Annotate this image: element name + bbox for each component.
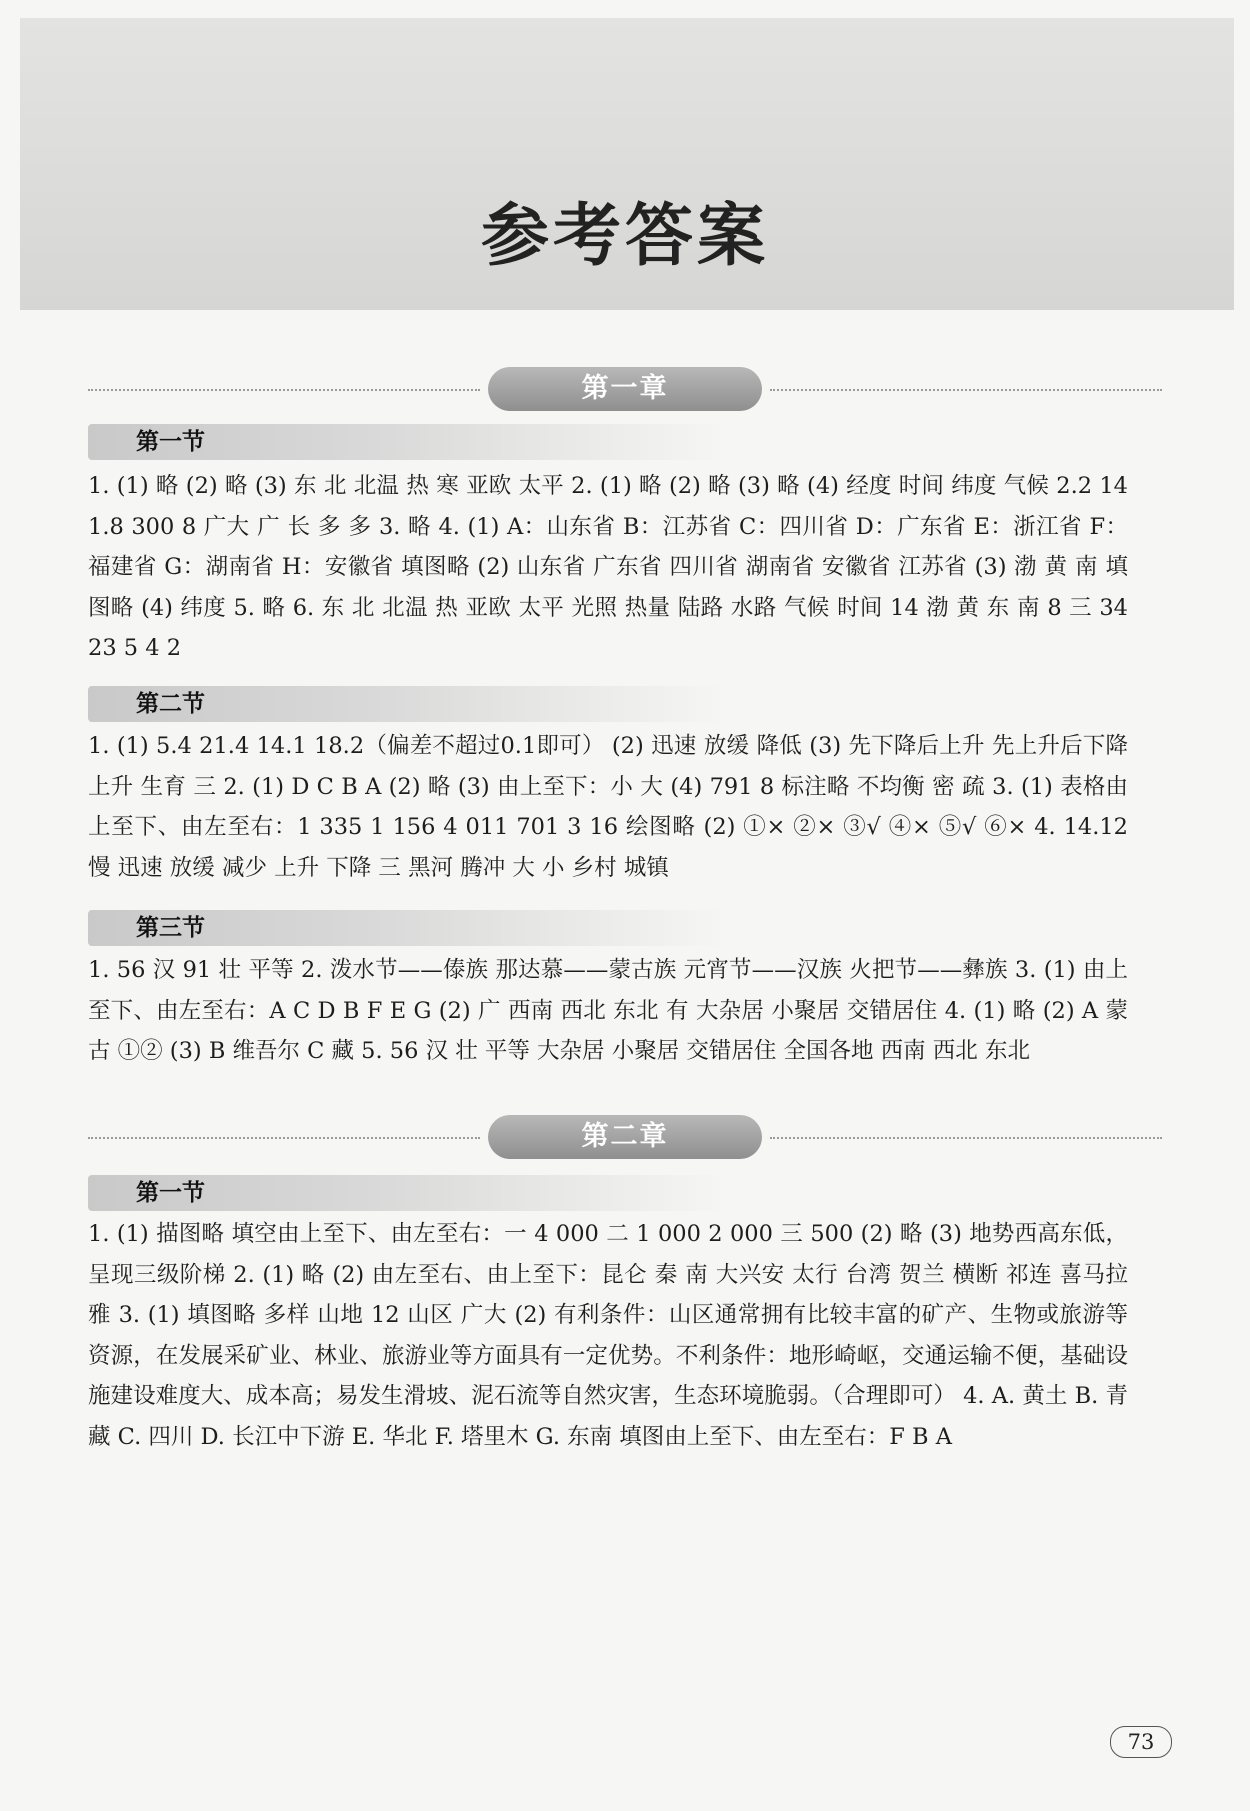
answer-text: 1. (1) 5.4 21.4 14.1 18.2（偏差不超过0.1即可） (2) 迅速 放缓 降低 (3) 先下降后上升 先上升后下降 上升 生育 三 2. (1) D C B A (2) 略 (3) 由上至下：小 大 (4) 791 8 标注略 不均衡 密 疏 3. (1) 表格由上至下、由左至右：1 335 1 156 4 011 701 3 16 绘图略 (2) ①× ②× ③√ ④× ⑤√ ⑥× 4. 14.12 慢 迅速 放缓 减少 上升 下降 三 黑河 腾冲 大 小 乡村 城镇 xyxy=(88,733,1128,881)
divider xyxy=(770,1137,1162,1139)
answer-text: 1. (1) 略 (2) 略 (3) 东 北 北温 热 寒 亚欧 太平 2. (1) 略 (2) 略 (3) 略 (4) 经度 时间 纬度 气候 2.2 14 1.8 300 8 广大 广 长 多 多 3. 略 4. (1) A：山东省 B：江苏省 C：四川省 D：广东省 E：浙江省 F：福建省 G：湖南省 H：安徽省 填图略 (2) 山东省 广东省 四川省 湖南省 安徽省 江苏省 (3) 渤 黄 南 填图略 (4) 纬度 5. 略 6. 东 北 北温 热 亚欧 太平 光照 热量 陆路 水路 气候 时间 14 渤 黄 东 南 8 三 34 23 5 4 2 xyxy=(88,473,1128,662)
divider xyxy=(88,389,480,391)
section-heading xyxy=(88,910,728,946)
answer-paragraph xyxy=(88,466,1128,669)
section-heading xyxy=(88,424,728,460)
chapter-label: 第一章 xyxy=(488,367,762,411)
answer-paragraph xyxy=(88,726,1128,888)
section-label: 第二节 xyxy=(136,691,205,717)
section-heading xyxy=(88,1175,728,1211)
chapter-heading xyxy=(88,1115,1162,1161)
divider xyxy=(770,389,1162,391)
answer-paragraph xyxy=(88,1214,1128,1458)
answer-text: 1. (1) 描图略 填空由上至下、由左至右：一 4 000 二 1 000 2 000 三 500 (2) 略 (3) 地势西高东低，呈现三级阶梯 2. (1) 略 (2) 由左至右、由上至下：昆仑 秦 南 大兴安 太行 台湾 贺兰 横断 祁连 喜马拉雅 3. (1) 填图略 多样 山地 12 山区 广大 (2) 有利条件：山区通常拥有比较丰富的矿产、生物或旅游等资源，在发展采矿业、林业、旅游业等方面具有一定优势。不利条件：地形崎岖，交通运输不便，基础设施建设难度大、成本高；易发生滑坡、泥石流等自然灾害，生态环境脆弱。（合理即可） 4. A. 黄土 B. 青藏 C. 四川 D. 长江中下游 E. 华北 F. 塔里木 G. 东南 填图由上至下、由左至右：F B A xyxy=(88,1221,1128,1450)
chapter-label: 第二章 xyxy=(488,1115,762,1159)
page-number: 73 xyxy=(1110,1726,1172,1758)
section-label: 第三节 xyxy=(136,915,205,941)
divider xyxy=(88,1137,480,1139)
section-label: 第一节 xyxy=(136,1180,205,1206)
chapter-heading xyxy=(88,367,1162,413)
section-label: 第一节 xyxy=(136,429,205,455)
answer-text: 1. 56 汉 91 壮 平等 2. 泼水节——傣族 那达慕——蒙古族 元宵节——汉族 火把节——彝族 3. (1) 由上至下、由左至右：A C D B F E G (2) 广 西南 西北 东北 有 大杂居 小聚居 交错居住 4. (1) 略 (2) A 蒙古 ①② (3) B 维吾尔 C 藏 5. 56 汉 壮 平等 大杂居 小聚居 交错居住 全国各地 西南 西北 东北 xyxy=(88,957,1128,1065)
answer-paragraph xyxy=(88,950,1128,1072)
page-title: 参考答案 xyxy=(480,197,769,276)
section-heading xyxy=(88,686,728,722)
